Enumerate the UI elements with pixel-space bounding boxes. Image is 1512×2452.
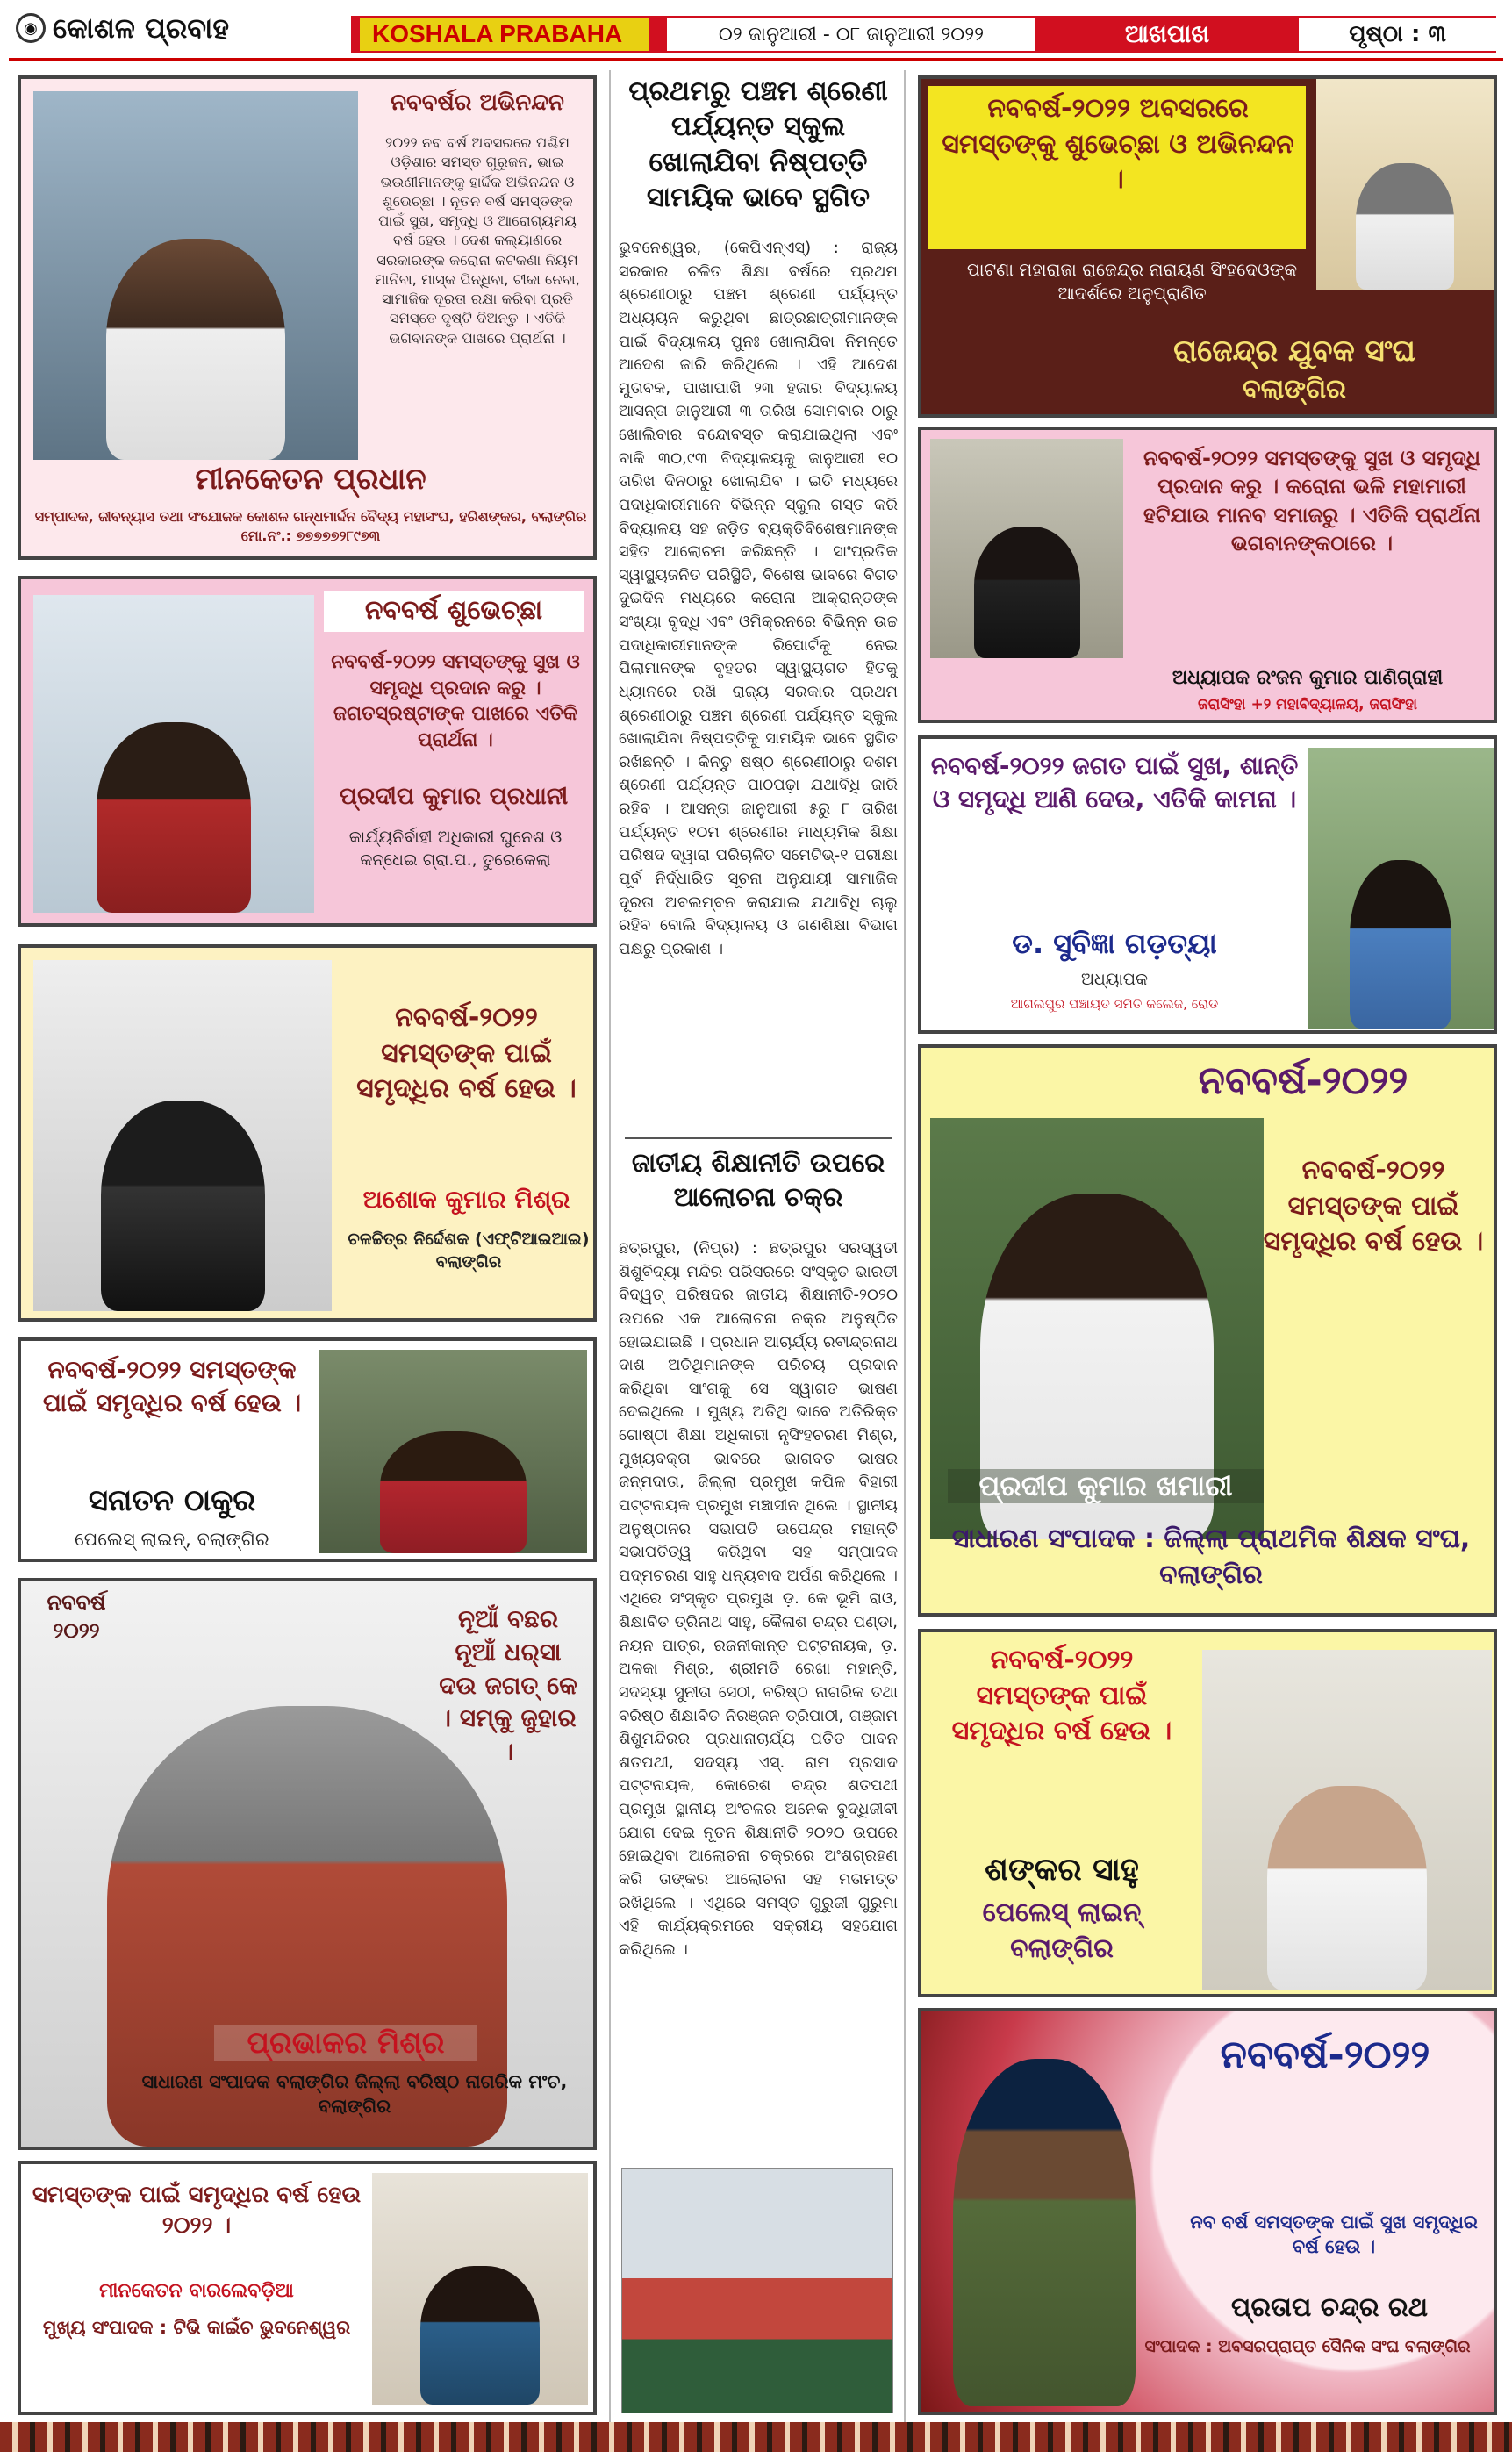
ad-designation: କାର୍ଯ୍ୟନିର୍ବାହୀ ଅଧିକାରୀ ଘୁନେଶ ଓ କନ୍ଧେଇ ଗ୍ରା.ପ., ତୁରେକେଲା bbox=[348, 828, 563, 870]
ad-designation: ଚଳଚ୍ଚିତ୍ର ନିର୍ଦ୍ଦେଶକ (ଏଫ୍‌ଟିଆଇଆଇ) ବଲାଙ୍ଗିର bbox=[348, 1230, 590, 1272]
ad-place: ଆଗଲପୁର ପଞ୍ଚାୟତ ସମିତି କଲେଜ, ରୋଡ bbox=[1010, 996, 1219, 1012]
greeting-ad-2 bbox=[18, 576, 597, 927]
column-rule-right bbox=[904, 70, 906, 2422]
ad-note: ପାଟଣା ମହାରାଜା ରାଜେନ୍ଦ୍ର ନାରାୟଣ ସିଂହଦେଓଙ୍କ ଆଦର୍ଶରେ ଅନୁପ୍ରାଣିତ bbox=[966, 259, 1298, 304]
issue-date: ୦୨ ଜାନୁଆରୀ - ୦୮ ଜାନୁଆରୀ ୨୦୨୨ bbox=[667, 18, 1035, 51]
ad-name: ଅଶୋକ କୁମାର ମିଶ୍ର bbox=[362, 1185, 570, 1214]
greeting-ad-r6 bbox=[918, 2008, 1497, 2415]
ad-name: ମୀନକେତନ ବାରଲେବଡ଼ିଆ bbox=[99, 2280, 294, 2302]
ad-message: ନବବର୍ଷ-୨୦୨୨ ଅବସରରେ ସମସ୍ତଙ୍କୁ ଶୁଭେଚ୍ଛା ଓ ଅଭିନନ୍ଦନ । bbox=[942, 93, 1294, 195]
ad-message: ନବ ବର୍ଷ ସମସ୍ତଙ୍କ ପାଇଁ ସୁଖ ସମୃଦ୍ଧିର ବର୍ଷ ହେଉ । bbox=[1190, 2212, 1478, 2258]
portrait-photo bbox=[930, 2020, 1158, 2406]
ad-name: ପ୍ରତାପ ଚନ୍ଦ୍ର ରଥ bbox=[1230, 2292, 1429, 2323]
headline-school-reopening: ପ୍ରଥମରୁ ପଞ୍ଚମ ଶ୍ରେଣୀ ପର୍ଯ୍ୟନ୍ତ ସ୍କୁଲ ଖୋଲାଯିବା ନିଷ୍ପତ୍ତି ସାମୟିକ ଭାବେ ସ୍ଥଗିତ bbox=[628, 75, 888, 213]
ad-name: ପ୍ରଭାକର ମିଶ୍ର bbox=[214, 2025, 477, 2061]
greeting-ad-1 bbox=[18, 75, 597, 560]
english-title: KOSHALA PRABAHA bbox=[360, 18, 649, 51]
portrait-photo bbox=[33, 960, 332, 1311]
newspaper-logo bbox=[16, 9, 229, 47]
ad-title: ନବବର୍ଷ ଶୁଭେଚ୍ଛା bbox=[364, 595, 543, 626]
greeting-ad-6 bbox=[18, 2161, 597, 2415]
ad-designation: ସଂପାଦକ : ଅବସରପ୍ରାପ୍ତ ସୈନିକ ସଂଘ ବଲାଙ୍ଗିର bbox=[1144, 2337, 1471, 2356]
ad-message: ନବବର୍ଷ-୨୦୨୨ ସମସ୍ତଙ୍କ ପାଇଁ ସମୃଦ୍ଧିର ବର୍ଷ ହେଉ । bbox=[1263, 1155, 1484, 1257]
ad-name: ସନାତନ ଠାକୁର bbox=[88, 1483, 256, 1518]
ad-message: ନବବର୍ଷ-୨୦୨୨ ସମସ୍ତଙ୍କ ପାଇଁ ସମୃଦ୍ଧିର ବର୍ଷ ହେଉ । bbox=[42, 1355, 302, 1417]
ad-name: ଶଙ୍କର ସାହୁ bbox=[985, 1852, 1139, 1888]
portrait-photo bbox=[1308, 748, 1494, 1029]
greeting-ad-r3 bbox=[918, 735, 1497, 1034]
greeting-ad-r1 bbox=[918, 75, 1497, 418]
ad-message: ନବବର୍ଷ-୨୦୨୨ ଜଗତ ପାଇଁ ସୁଖ, ଶାନ୍ତି ଓ ସମୃଦ୍ଧି ଆଣି ଦେଉ, ଏତିକି କାମନା । bbox=[930, 751, 1299, 814]
ad-title: ନବବର୍ଷ-୨୦୨୨ bbox=[1198, 1058, 1408, 1103]
ad-designation: ମୁଖ୍ୟ ସଂପାଦକ : ଟିଭି କାଇଁଚ ଭୁବନେଶ୍ୱର bbox=[42, 2317, 351, 2338]
ad-message: ୨୦୨୨ ନବ ବର୍ଷ ଅବସରରେ ପଶ୍ଚିମ ଓଡ଼ିଶାର ସମସ୍ତ ଗୁରୁଜନ, ଭାଇ ଭଉଣୀମାନଙ୍କୁ ହାର୍ଦ୍ଦିକ ଅଭିନନ୍ଦନ ଓ ଶୁଭେଚ୍ଛା । ନୂତନ ବର୍ଷ ସମସ୍ତଙ୍କ ପାଇଁ ସୁଖ, ସମୃଦ୍ଧି ଓ ଆରୋଗ୍ୟମୟ ବର୍ଷ ହେଉ । ଦେଶ କଲ୍ୟାଣରେ ସରକାରଙ୍କ କରୋନା କଟକଣା ନିୟମ ମାନିବା, ମାସ୍କ ପିନ୍ଧିବା, ଟୀକା ନେବା, ସାମାଜିକ ଦୂରତା ରକ୍ଷା କରିବା ପ୍ରତି ସମସ୍ତେ ଦୃଷ୍ଟି ଦିଅନ୍ତୁ । ଏତିକି ଭଗବାନଙ୍କ ପାଖରେ ପ୍ରାର୍ଥନା । bbox=[375, 134, 580, 347]
story-education-policy: ଛତ୍ରପୁର, (ନିପ୍ର) : ଛତ୍ରପୁର ସରସ୍ୱତୀ ଶିଶୁବିଦ୍ୟା ମନ୍ଦିର ପରିସରରେ ସଂସ୍କୃତ ଭାରତୀ ବିଦ୍ୱତ୍ ପରିଷଦର ଜାତୀୟ ଶିକ୍ଷାନୀତି-୨୦୨୦ ଉପରେ ଏକ ଆଲୋଚନା ଚକ୍ର ଅନୁଷ୍ଠିତ ହୋଇଯାଇଛି । ପ୍ରଧାନ ଆଚାର୍ଯ୍ୟ ରବୀନ୍ଦ୍ରନାଥ ଦାଶ ଅତିଥିମାନଙ୍କ ପରିଚୟ ପ୍ରଦାନ କରିଥିବା ସାଂଗକୁ ସେ ସ୍ୱାଗତ ଭାଷଣ ଦେଇଥିଲେ । ମୁଖ୍ୟ ଅତିଥି ଭାବେ ଅତିରିକ୍ତ ଗୋଷ୍ଠୀ ଶିକ୍ଷା ଅଧିକାରୀ ନୃସିଂହଚରଣ ମିଶ୍ର, ମୁଖ୍ୟବକ୍ତା ଭାବରେ ଭାଗବତ ଭାଷର ଜନ୍ମଦାତା, ଜିଲ୍ଲା ପ୍ରମୁଖ କପିଳ ବିହାରୀ ପଟ୍ଟନାୟକ ପ୍ରମୁଖ ମଞ୍ଚାସୀନ ଥିଲେ । ସ୍ଥାନୀୟ ଅନୁଷ୍ଠାନର ସଭାପତି ଉପେନ୍ଦ୍ର ମହାନ୍ତି ସଭାପତିତ୍ୱ କରିଥିବା ସହ ସମ୍ପାଦକ ପଦ୍ମଚରଣ ସାହୁ ଧନ୍ୟବାଦ ଅର୍ପଣ କରିଥିଲେ । ଏଥିରେ ସଂସ୍କୃତ ପ୍ରମୁଖ ଡ଼. କେ ଭୂମି ରାଓ, ଶିକ୍ଷାବିତ ତ୍ରିନାଥ ସାହୁ, କୈଳାଶ ଚନ୍ଦ୍ର ପଣ୍ଡା, ନୟନ ପାତ୍ର, ରଜନୀକାନ୍ତ ପଟ୍ଟନାୟକ, ଡ଼. ଅଳକା ମିଶ୍ର, ଶ୍ରୀମତି ରେଖା ମହାନ୍ତି, ସଦସ୍ୟା ସୁନୀତା ସେଠୀ, ବରିଷ୍ଠ ନାଗରିକ ତଥା ବରିଷ୍ଠ ଶିକ୍ଷାବିତ ନିରଞ୍ଜନ ତ୍ରିପାଠୀ, ଗଞ୍ଜାମ ଶିଶୁମନ୍ଦିରର ପ୍ରଧାନାଚାର୍ଯ୍ୟ ପତିତ ପାବନ ଶତପଥୀ, ସଦସ୍ୟ ଏସ୍. ରାମ ପ୍ରସାଦ ପଟ୍ଟନାୟକ, କୋରେଶ ଚନ୍ଦ୍ର ଶତପଥୀ ପ୍ରମୁଖ ସ୍ଥାନୀୟ ଅଂଚଳର ଅନେକ ବୁଦ୍ଧିଜୀବୀ ଯୋଗ ଦେଇ ନୂତନ ଶିକ୍ଷାନୀତି ୨୦୨୦ ଉପରେ ହୋଇଥିବା ଆଲୋଚନା ଚକ୍ରରେ ଅଂଶଗ୍ରହଣ କରି ତାଙ୍କର ଆଲୋଚନା ସହ ମତାମତ୍ତ ରଖିଥିଲେ । ଏଥିରେ ସମସ୍ତ ଗୁରୁଜୀ ଗୁରୁମା ଏହି କାର୍ଯ୍ୟକ୍ରମରେ ସକ୍ରୀୟ ସହଯୋଗ କରିଥିଲେ । bbox=[619, 1239, 898, 1959]
headline-education-policy: ଜାତୀୟ ଶିକ୍ଷାନୀତି ଉପରେ ଆଲୋଚନା ଚକ୍ର bbox=[631, 1148, 885, 1213]
logo-text: କୋଶଳ ପ୍ରବାହ bbox=[53, 11, 229, 45]
ad-message: ସମସ୍ତଙ୍କ ପାଇଁ ସମୃଦ୍ଧିର ବର୍ଷ ହେଉ ୨୦୨୨ । bbox=[32, 2182, 362, 2240]
ad-designation: ପେଲେସ୍ ଲାଇନ୍ ବଲାଙ୍ଗିର bbox=[982, 1897, 1142, 1964]
decorative-footer-border bbox=[0, 2422, 1512, 2452]
greeting-ad-4 bbox=[18, 1337, 597, 1562]
ad-name: ଅଧ୍ୟାପକ ରଂଜନ କୁମାର ପାଣିଗ୍ରାହୀ bbox=[1172, 667, 1444, 689]
corner-label: ନବବର୍ଷ ୨୦୨୨ bbox=[47, 1590, 106, 1644]
header-divider bbox=[9, 58, 1503, 61]
ad-designation: ସାଧାରଣ ସଂପାଦକ : ଜିଲ୍ଲା ପ୍ରାଥମିକ ଶିକ୍ଷକ ସଂଘ, ବଲାଙ୍ଗିର bbox=[951, 1524, 1471, 1590]
portrait-photo bbox=[372, 2173, 588, 2405]
ad-name: ରାଜେନ୍ଦ୍ର ଯୁବକ ସଂଘ bbox=[1173, 333, 1415, 369]
ad-designation: ଅଧ୍ୟାପକ bbox=[1080, 970, 1149, 989]
ad-place: ବଲାଙ୍ଗିର bbox=[1243, 374, 1346, 405]
greeting-ad-5 bbox=[18, 1578, 597, 2150]
portrait-photo bbox=[930, 439, 1123, 658]
story-school-reopening: ଭୁବନେଶ୍ୱର, (କେପିଏନ୍‌ଏସ୍) : ରାଜ୍ୟ ସରକାର ଚଳିତ ଶିକ୍ଷା ବର୍ଷରେ ପ୍ରଥମ ଶ୍ରେଣୀଠାରୁ ପଞ୍ଚମ ଶ୍ରେଣୀ ପର୍ଯ୍ୟନ୍ତ ଅଧ୍ୟୟନ କରୁଥିବା ଛାତ୍ରଛାତ୍ରୀମାନଙ୍କ ପାଇଁ ବିଦ୍ୟାଳୟ ପୁନଃ ଖୋଲାଯିବା ନିମନ୍ତେ ଆଦେଶ ଜାରି କରିଥିଲେ । ଏହି ଆଦେଶ ମୁତାବକ, ପାଖାପାଖି ୨୩ ହଜାର ବିଦ୍ୟାଳୟ ଆସନ୍ତା ଜାନୁଆରୀ ୩ ତାରିଖ ସୋମବାର ଠାରୁ ଖୋଲିବାର ବନ୍ଦୋବସ୍ତ କରାଯାଇଥିଲା ଏବଂ ବାକି ୩୦,୯୩ ବିଦ୍ୟାଳୟକୁ ଜାନୁଆରୀ ୧୦ ତାରିଖ ଦିନଠାରୁ ଖୋଲାଯିବ । ଇତି ମଧ୍ୟରେ ପଦାଧିକାରୀମାନେ ବିଭିନ୍ନ ସ୍କୁଲ ଗସ୍ତ କରି ବିଦ୍ୟାଳୟ ସହ ଜଡ଼ିତ ବ୍ୟକ୍ତିବିଶେଷମାନଙ୍କ ସହିତ ଆଲୋଚନା କରିଛନ୍ତି । ସାଂପ୍ରତିକ ସ୍ୱାସ୍ଥ୍ୟଜନିତ ପରିସ୍ଥିତି, ବିଶେଷ ଭାବରେ ବିଗତ ଦୁଇଦିନ ମଧ୍ୟରେ କରୋନା ଆକ୍ରାନ୍ତଙ୍କ ସଂଖ୍ୟା ବୃଦ୍ଧି ଏବଂ ଓମିକ୍ରନରେ ବିଭିନ୍ନ ଉଚ୍ଚ ପଦାଧିକାରୀମାନଙ୍କ ରିପୋର୍ଟକୁ ନେଇ ପିଲାମାନଙ୍କ ବୃହତର ସ୍ୱାସ୍ଥ୍ୟଗତ ହିତକୁ ଧ୍ୟାନରେ ରଖି ରାଜ୍ୟ ସରକାର ପ୍ରଥମ ଶ୍ରେଣୀଠାରୁ ପଞ୍ଚମ ଶ୍ରେଣୀ ପର୍ଯ୍ୟନ୍ତ ସ୍କୁଲ ଖୋଲାଯିବା ନିଷ୍ପତ୍ତିକୁ ସାମୟିକ ଭାବେ ସ୍ଥଗିତ ରଖିଛନ୍ତି । କିନ୍ତୁ ଷଷ୍ଠ ଶ୍ରେଣୀଠାରୁ ଦଶମ ଶ୍ରେଣୀ ପର୍ଯ୍ୟନ୍ତ ପାଠପଢ଼ା ଯଥାବିଧି ଜାରି ରହିବ । ଆସନ୍ତା ଜାନୁଆରୀ ୫ରୁ ୮ ତାରିଖ ପର୍ଯ୍ୟନ୍ତ ୧୦ମ ଶ୍ରେଣୀର ମାଧ୍ୟମିକ ଶିକ୍ଷା ପରିଷଦ ଦ୍ୱାରା ପରିଚାଳିତ ସମେଟିଭ୍-୧ ପରୀକ୍ଷା ପୂର୍ବ ନିର୍ଦ୍ଧାରିତ ସୂଚନା ଅନୁଯାୟୀ ସାମାଜିକ ଦୂରତା ଅବଲମ୍ବନ କରାଯାଇ ଯଥାବିଧି ଚାଲୁ ରହିବ ବୋଲି ବିଦ୍ୟାଳୟ ଓ ଗଣଶିକ୍ଷା ବିଭାଗ ପକ୍ଷରୁ ପ୍ରକାଶ । bbox=[619, 239, 898, 958]
ad-message: ନବବର୍ଷ-୨୦୨୨ ସମସ୍ତଙ୍କୁ ସୁଖ ଓ ସମୃଦ୍ଧି ପ୍ରଦାନ କରୁ । ଜଗତସ୍ରଷ୍ଟାଙ୍କ ପାଖରେ ଏତିକି ପ୍ରାର୍ଥନା । bbox=[331, 651, 580, 752]
story-divider bbox=[625, 1137, 892, 1139]
ad-designation: ସମ୍ପାଦକ, ଜୀବନ୍ୟାସ ତଥା ସଂଯୋଜକ କୋଶଳ ଗନ୍ଧମାର୍ଦ୍ଦନ ବୈଦ୍ୟ ମହାସଂଘ, ହରିଶଙ୍କର, ବଲାଙ୍ଗିର ମୋ.ନଂ.: ୭୭୭୭୭୨୮୯୭୩ bbox=[34, 508, 587, 544]
greeting-ad-r4 bbox=[918, 1044, 1497, 1617]
greeting-ad-r2 bbox=[918, 427, 1497, 723]
event-photo bbox=[621, 2168, 893, 2413]
ad-designation: ଜରାସିଂହା +୨ ମହାବିଦ୍ୟାଳୟ, ଜରାସିଂହା bbox=[1198, 696, 1417, 713]
portrait-photo bbox=[319, 1350, 587, 1553]
ad-name: ଡ. ସୁବିଜ୍ଞା ଗଡ଼ତ୍ୟା bbox=[1012, 927, 1217, 960]
ad-name: ପ୍ରଦୀପ କୁମାର ଖମାରୀ bbox=[948, 1469, 1264, 1503]
ad-title: ନବବର୍ଷର ଅଭିନନ୍ଦନ bbox=[391, 90, 564, 116]
logo-icon: ◉ bbox=[16, 13, 46, 43]
ad-designation: ସାଧାରଣ ସଂପାଦକ ବଲାଙ୍ଗିର ଜିଲ୍ଲା ବରିଷ୍ଠ ନାଗରିକ ମଂଚ, ବଲାଙ୍ଗିର bbox=[141, 2071, 568, 2118]
ad-message: ନୂଆଁ ବଛର ନୂଆଁ ଧର୍‌ସା ଦଉ ଜଗତ୍ କେ । ସମ୍‌କୁ ଜୁହାର । bbox=[439, 1604, 577, 1767]
portrait-photo bbox=[33, 91, 358, 460]
portrait-photo bbox=[1202, 1650, 1492, 1990]
ad-name: ପ୍ରଦୀପ କୁମାର ପ୍ରଧାନୀ bbox=[339, 783, 569, 810]
ad-message: ନବବର୍ଷ-୨୦୨୨ ସମସ୍ତଙ୍କ ପାଇଁ ସମୃଦ୍ଧିର ବର୍ଷ ହେଉ । bbox=[951, 1645, 1172, 1746]
masthead bbox=[0, 0, 1512, 54]
portrait-photo bbox=[33, 595, 314, 913]
ad-designation: ପେଲେସ୍ ଲାଇନ୍, ବଲାଙ୍ଗିର bbox=[75, 1529, 269, 1550]
column-rule-left bbox=[609, 70, 611, 2422]
portrait-photo bbox=[1316, 79, 1494, 290]
greeting-ad-3 bbox=[18, 944, 597, 1322]
page-number: ପୃଷ୍ଠା : ୩ bbox=[1299, 18, 1496, 51]
section-name: ଆଖପାଖ bbox=[1124, 19, 1210, 48]
ad-title: ନବବର୍ଷ-୨୦୨୨ bbox=[1220, 2033, 1430, 2077]
greeting-ad-r5 bbox=[918, 1629, 1497, 1997]
ad-name: ମୀନକେତନ ପ୍ରଧାନ bbox=[195, 462, 426, 497]
ad-message: ନବବର୍ଷ-୨୦୨୨ ସମସ୍ତଙ୍କ ପାଇଁ ସମୃଦ୍ଧିର ବର୍ଷ ହେଉ । bbox=[356, 1002, 577, 1104]
ad-message: ନବବର୍ଷ-୨୦୨୨ ସମସ୍ତଙ୍କୁ ସୁଖ ଓ ସମୃଦ୍ଧି ପ୍ରଦାନ କରୁ । କରୋନା ଭଳି ମହାମାରୀ ହଟିଯାଉ ମାନବ ସମାଜରୁ । ଏତିକି ପ୍ରାର୍ଥନା ଭଗବାନଙ୍କଠାରେ । bbox=[1143, 446, 1481, 556]
